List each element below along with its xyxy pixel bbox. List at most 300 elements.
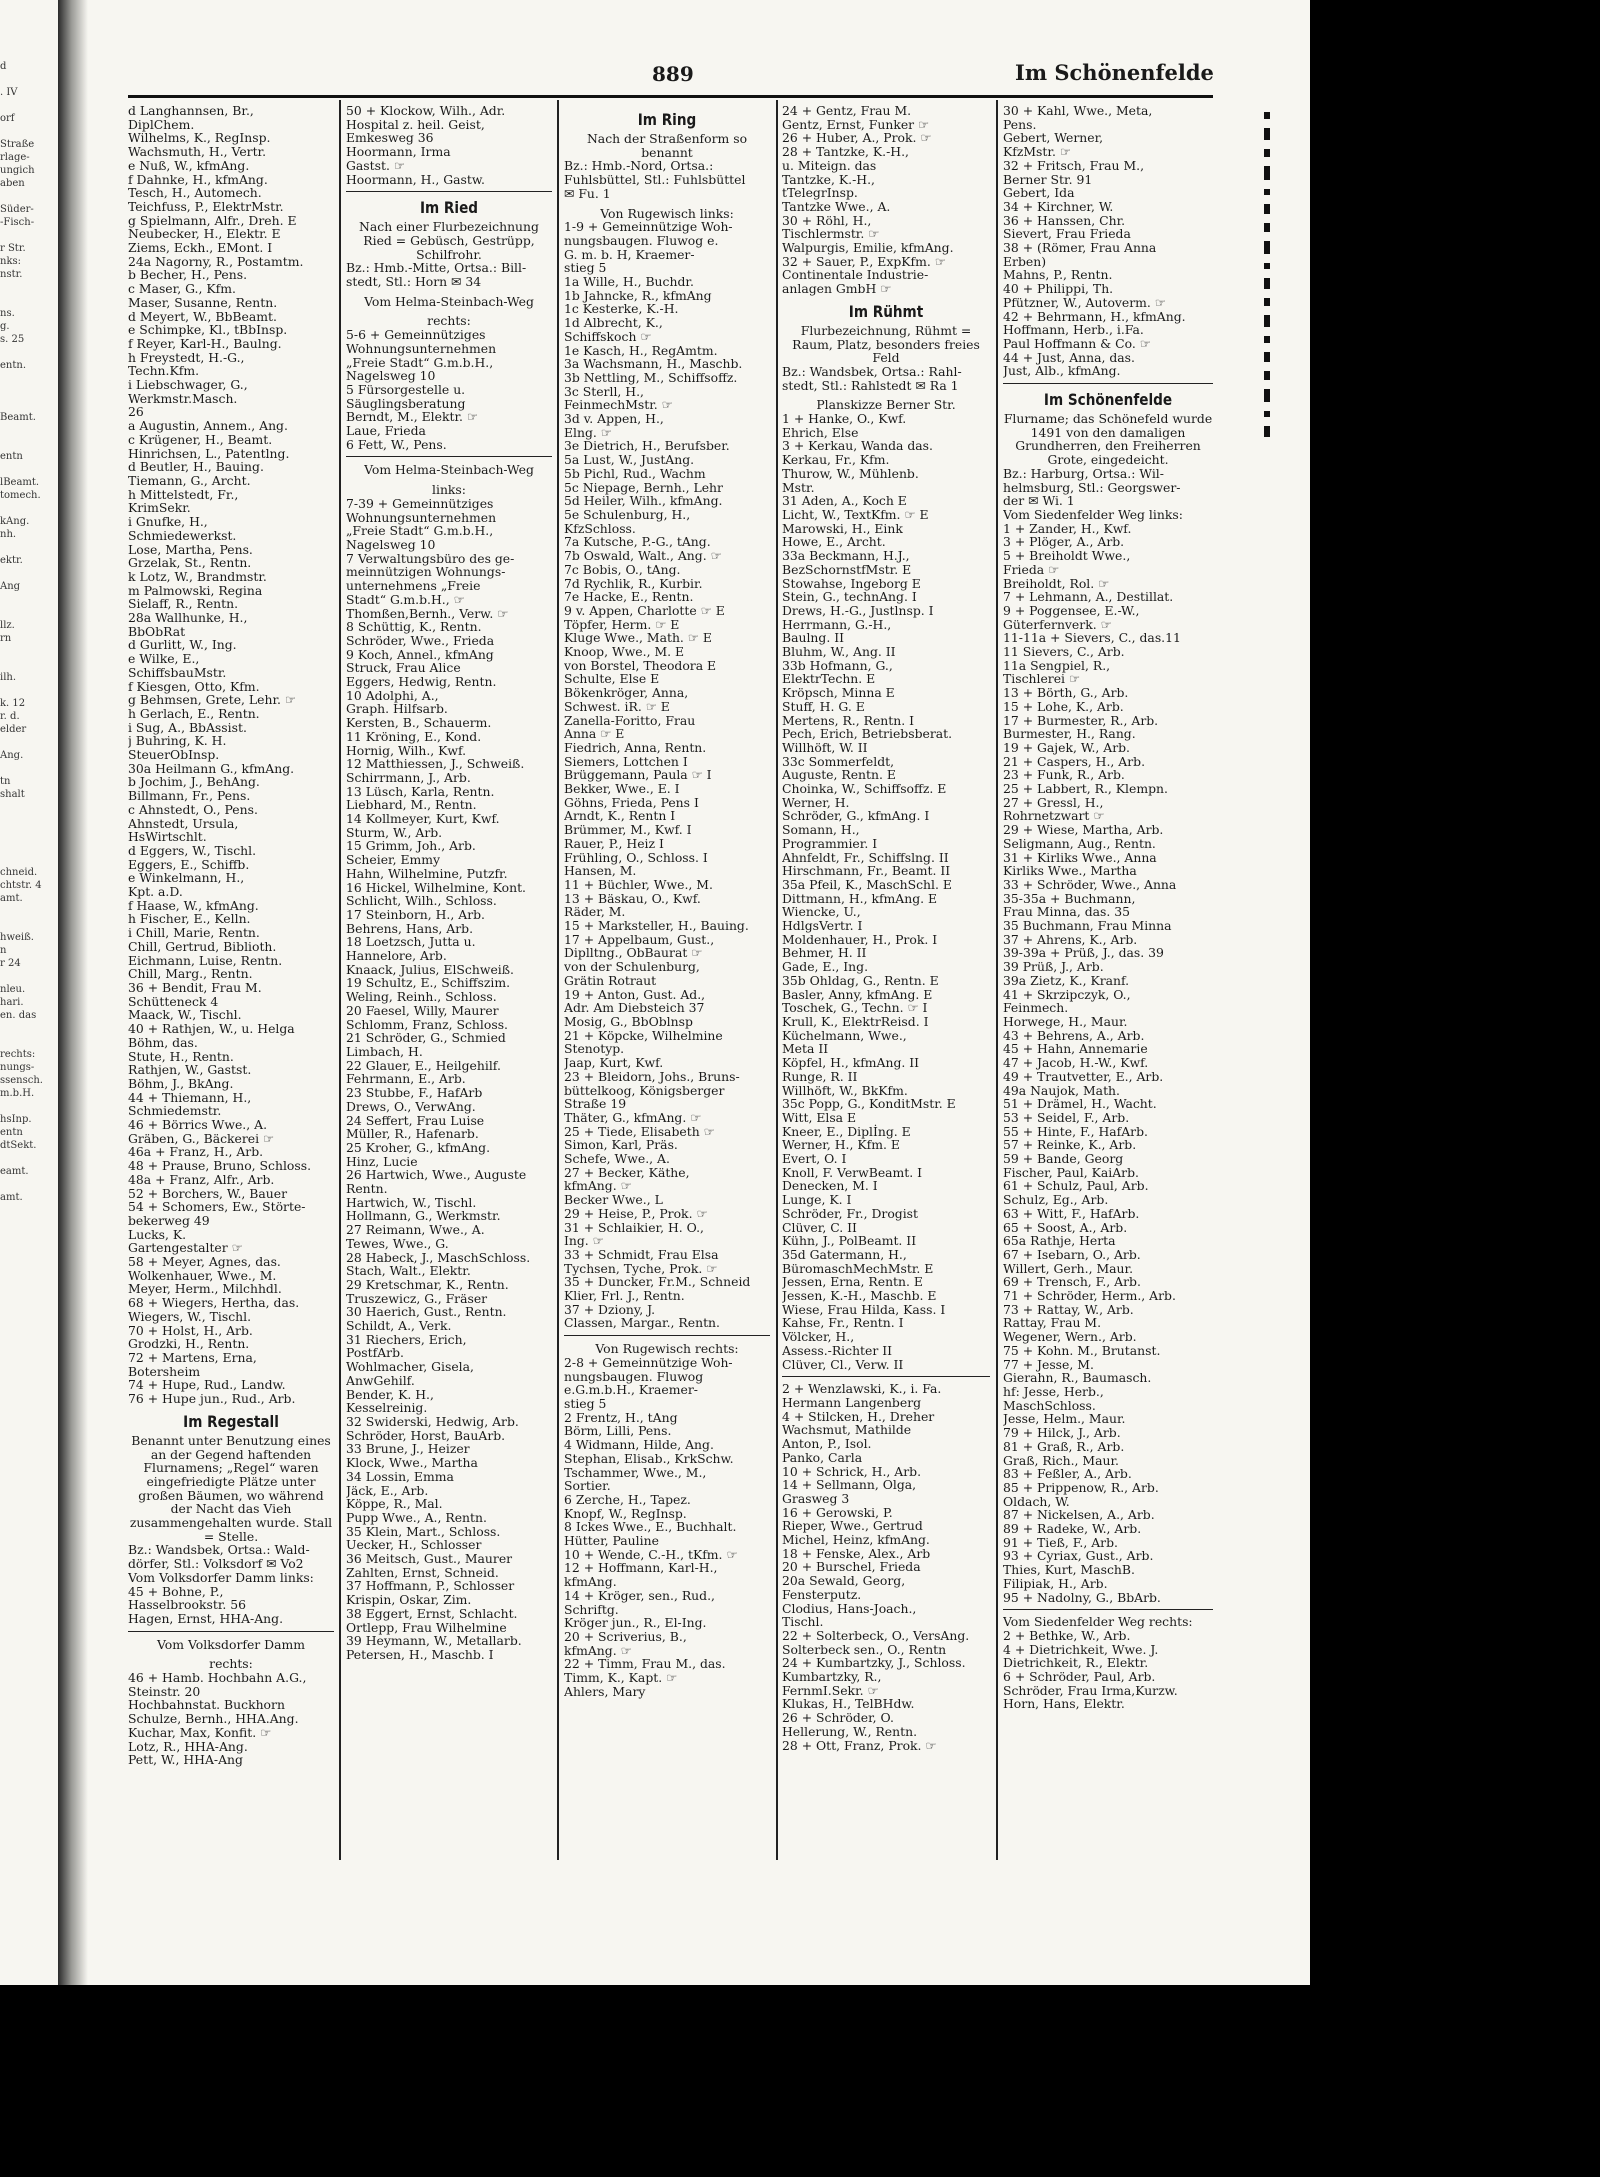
directory-entry: Kuchar, Max, Konfit. ☞ <box>128 1724 272 1740</box>
directory-entry: 29 + Wiese, Martha, Arb. <box>1003 822 1164 838</box>
directory-entry: Clüver, Cl., Verw. II <box>782 1356 904 1372</box>
directory-entry: 35 Buchmann, Frau Minna <box>1003 918 1172 934</box>
directory-entry: Hoormann, Irma <box>346 144 451 160</box>
directory-entry: Berndt, M., Elektr. ☞ <box>346 409 479 425</box>
directory-entry: Meta II <box>782 1041 829 1057</box>
directory-entry: Wohnungsunternehmen <box>346 340 497 356</box>
previous-page-text: ungich <box>0 165 35 176</box>
street-description: Nach der Straßenform so benannt <box>586 131 748 160</box>
directory-entry: 55 + Hinte, F., HafArb. <box>1003 1123 1148 1139</box>
directory-entry: Gartengestalter ☞ <box>128 1240 243 1256</box>
column-3 <box>564 104 770 1859</box>
directory-entry: Böhm, das. <box>128 1034 198 1050</box>
street-description: Nach einer Flurbezeichnung Ried = Gebüsch, Gestrüpp, Schilfrohr. <box>359 219 539 262</box>
directory-entry: 48 + Prause, Bruno, Schloss. <box>128 1158 312 1174</box>
directory-entry: 1 + Zander, H., Kwf. <box>1003 520 1132 536</box>
directory-entry: Wiencke, U., <box>782 904 861 920</box>
directory-entry: Schröder, Fr., Drogist <box>782 1205 919 1221</box>
directory-entry: Göhns, Frieda, Pens I <box>564 794 699 810</box>
directory-entry: Lotz, R., HHA-Ang. <box>128 1738 248 1754</box>
directory-entry: g Spielmann, Alfr., Dreh. E <box>128 212 297 228</box>
directory-entry: 70 + Holst, H., Arb. <box>128 1322 253 1338</box>
directory-entry: 11 Kröning, E., Kond. <box>346 728 482 744</box>
directory-entry: 35a Pfeil, K., MaschSchl. E <box>782 876 952 892</box>
directory-entry: 10 + Wende, C.-H., tKfm. ☞ <box>564 1546 738 1562</box>
street-heading: Im Ring <box>637 110 697 129</box>
directory-entry: 6 Fett, W., Pens. <box>346 436 447 452</box>
previous-page-text: r 24 <box>0 958 21 969</box>
directory-entry: 30 Haerich, Gust., Rentn. <box>346 1304 507 1320</box>
directory-entry: büttelkoog, Königsberger <box>564 1082 725 1098</box>
directory-entry: Michel, Heinz, kfmAng. <box>782 1532 930 1548</box>
street-heading: Im Schönenfelde <box>1043 390 1173 410</box>
directory-entry: Willert, Gerh., Maur. <box>1003 1260 1134 1276</box>
directory-entry: 36 Meitsch, Gust., Maurer <box>346 1551 513 1567</box>
directory-entry: Grasweg 3 <box>782 1490 850 1506</box>
directory-entry: 22 + Solterbeck, O., VersAng. <box>782 1627 970 1643</box>
directory-entry: 22 + Timm, Frau M., das. <box>564 1656 726 1672</box>
previous-page-fragment <box>0 60 62 1960</box>
directory-entry: 7-39 + Gemeinnütziges <box>346 495 494 511</box>
directory-entry: 9 Koch, Annel., kfmAng <box>346 646 494 662</box>
previous-page-text: rechts: <box>0 1049 36 1060</box>
directory-entry: 1e Kasch, H., RegAmtm. <box>564 342 718 358</box>
directory-entry: Bz.: Harburg, Ortsa.: Wil- <box>1003 465 1164 481</box>
directory-entry: 17 + Appelbaum, Gust., <box>564 931 715 947</box>
directory-entry: Gastst. ☞ <box>346 157 405 173</box>
directory-entry: Kahse, Fr., Rentn. I <box>782 1315 904 1331</box>
directory-entry: 27 + Becker, Käthe, <box>564 1164 690 1180</box>
directory-entry: Behmer, H. II <box>782 945 867 961</box>
directory-entry: Ahnstedt, Ursula, <box>128 815 239 831</box>
directory-entry: von Borstel, Theodora E <box>564 657 717 673</box>
directory-entry: 45 + Bohne, P., <box>128 1583 224 1599</box>
directory-entry: ✉ Fu. 1 <box>564 185 611 201</box>
directory-entry: Diplltng., ObBaurat ☞ <box>564 945 703 961</box>
directory-entry: 87 + Nickelsen, A., Arb. <box>1003 1507 1155 1523</box>
directory-entry: Schulte, Else E <box>564 671 660 687</box>
directory-entry: f Kiesgen, Otto, Kfm. <box>128 678 260 694</box>
directory-entry: Maack, W., Tischl. <box>128 1007 242 1023</box>
directory-entry: Stute, H., Rentn. <box>128 1048 234 1064</box>
directory-entry: Auguste, Rentn. E <box>782 767 896 783</box>
directory-entry: 20a Sewald, Georg, <box>782 1573 906 1589</box>
directory-entry: 1d Albrecht, K., <box>564 315 663 331</box>
directory-entry: 81 + Graß, R., Arb. <box>1003 1438 1125 1454</box>
directory-entry: 1b Jahncke, R., kfmAng <box>564 287 712 303</box>
directory-entry: Bz.: Wandsbek, Ortsa.: Wald- <box>128 1542 310 1558</box>
directory-entry: Hagen, Ernst, HHA-Ang. <box>128 1610 284 1626</box>
directory-entry: j Buhring, K. H. <box>128 733 227 749</box>
column-separator <box>776 100 778 1860</box>
directory-entry: Programmier. I <box>782 835 878 851</box>
directory-entry: i Gnufke, H., <box>128 514 208 530</box>
section-rule <box>782 1376 990 1377</box>
directory-entry: Schirrmann, J., Arb. <box>346 769 471 785</box>
directory-entry: Hansen, M. <box>564 863 637 879</box>
directory-entry: Pupp Wwe., A., Rentn. <box>346 1509 487 1525</box>
directory-entry: 14 Kollmeyer, Kurt, Kwf. <box>346 811 500 827</box>
previous-page-text <box>0 1152 62 1165</box>
previous-page-text: entn. <box>0 360 26 371</box>
directory-entry: Stowahse, Ingeborg E <box>782 575 921 591</box>
directory-entry: Marowski, H., Eink <box>782 520 903 536</box>
directory-entry: 28 + Tantzke, K.-H., <box>782 144 909 160</box>
directory-entry: Kröger jun., R., El-Ing. <box>564 1615 707 1631</box>
directory-entry: 30 + Kahl, Wwe., Meta, <box>1003 104 1153 118</box>
directory-entry: Mahns, P., Rentn. <box>1003 267 1113 283</box>
previous-page-text: llz. <box>0 620 15 631</box>
previous-page-text <box>0 424 62 437</box>
running-head: Im Schönenfelde <box>1015 60 1214 85</box>
directory-entry: Schiffskoch ☞ <box>564 328 652 344</box>
previous-page-text: r. d. <box>0 711 20 722</box>
directory-entry: Frau Minna, das. 35 <box>1003 904 1131 920</box>
directory-entry: Stadt“ G.m.b.H., ☞ <box>346 591 465 607</box>
directory-entry: Ahlers, Mary <box>564 1683 646 1699</box>
previous-page-text <box>0 918 62 931</box>
directory-entry: Burmester, H., Rang. <box>1003 726 1136 742</box>
directory-entry: 3 + Plöger, A., Arb. <box>1003 534 1125 550</box>
directory-entry: 35c Popp, G., KonditMstr. E <box>782 1096 956 1112</box>
previous-page-text: ssensch. <box>0 1075 43 1086</box>
directory-entry: 6 Zerche, H., Tapez. <box>564 1491 691 1507</box>
directory-entry: Becker Wwe., L <box>564 1192 663 1208</box>
directory-entry: e Nuß, W., kfmAng. <box>128 157 250 173</box>
previous-page-text: ektr. <box>0 555 23 566</box>
directory-entry: Ziems, Eckh., EMont. I <box>128 240 273 256</box>
directory-entry: Schildt, A., Verk. <box>346 1318 452 1334</box>
directory-entry: Müller, R., Hafenarb. <box>346 1126 479 1142</box>
section-rule <box>346 456 552 457</box>
previous-page-text <box>0 606 62 619</box>
directory-entry: 52 + Borchers, W., Bauer <box>128 1185 288 1201</box>
directory-entry: d Eggers, W., Tischl. <box>128 842 257 858</box>
directory-entry: 8 Schüttig, K., Rentn. <box>346 619 482 635</box>
directory-entry: 42 + Behrmann, H., kfmAng. <box>1003 308 1186 324</box>
directory-entry: Fiedrich, Anna, Rentn. <box>564 739 707 755</box>
directory-entry: Lucks, K. <box>128 1226 187 1242</box>
directory-entry: 5e Schulenburg, H., <box>564 506 691 522</box>
directory-entry: Klier, Frl. J., Rentn. <box>564 1288 685 1304</box>
previous-page-text: eamt. <box>0 1166 29 1177</box>
directory-entry: c Ahnstedt, O., Pens. <box>128 801 258 817</box>
directory-entry: Chill, Marg., Rentn. <box>128 966 253 982</box>
directory-entry: Vom Volksdorfer Damm links: <box>128 1569 314 1585</box>
directory-entry: Evert, O. I <box>782 1151 847 1167</box>
previous-page-text: chneid. <box>0 867 38 878</box>
directory-entry: stieg 5 <box>564 1395 607 1411</box>
previous-page-text <box>0 593 62 606</box>
directory-entry: d Meyert, W., BbBeamt. <box>128 308 277 324</box>
directory-entry: Kühn, J., PolBeamt. II <box>782 1233 917 1249</box>
directory-entry: 79 + Hilck, J., Arb. <box>1003 1425 1121 1441</box>
directory-entry: 34 + Kirchner, W. <box>1003 198 1114 214</box>
directory-entry: Hellerung, W., Rentn. <box>782 1723 918 1739</box>
directory-entry: KrimSekr. <box>128 500 191 516</box>
directory-entry: Güterfernverk. ☞ <box>1003 616 1112 632</box>
directory-entry: Schulze, Bernh., HHA.Ang. <box>128 1711 299 1727</box>
directory-entry: 27 Reimann, Wwe., A. <box>346 1222 485 1238</box>
directory-entry: 28a Wallhunke, H., <box>128 610 248 626</box>
directory-entry: Stach, Walt., Elektr. <box>346 1263 471 1279</box>
column-separator <box>996 100 998 1860</box>
directory-entry: 47 + Jacob, H.-W., Kwf. <box>1003 1055 1149 1071</box>
directory-entry: Bekker, Wwe., E. I <box>564 781 680 797</box>
previous-page-text <box>0 1100 62 1113</box>
directory-entry: Hochbahnstat. Buckhorn <box>128 1697 285 1713</box>
directory-entry: 36 + Bendit, Frau M. <box>128 980 262 995</box>
directory-entry: Bz.: Hmb.-Nord, Ortsa.: <box>564 158 714 174</box>
directory-entry: 39a Zietz, K., Kranf. <box>1003 972 1130 988</box>
directory-entry: Limbach, H. <box>346 1044 423 1059</box>
directory-entry: Gebert, Werner, <box>1003 130 1104 146</box>
directory-entry: Hoffmann, Herb., i.Fa. <box>1003 322 1144 338</box>
directory-entry: Solterbeck sen., O., Rentn <box>782 1641 947 1657</box>
directory-entry: Bender, K. H., <box>346 1386 434 1402</box>
previous-page-text: entn <box>0 451 23 462</box>
directory-entry: Arndt, K., Rentn I <box>564 808 676 824</box>
directory-entry: 49a Naujok, Math. <box>1003 1082 1120 1098</box>
directory-entry: Petersen, H., Maschb. I <box>346 1646 494 1662</box>
previous-page-text: . IV <box>0 87 18 98</box>
directory-entry: Anna ☞ E <box>564 726 625 742</box>
directory-entry: Drews, H.-G., Justlnsp. I <box>782 602 934 618</box>
directory-entry: Adr. Am Diebsteich 37 <box>564 1000 705 1016</box>
directory-entry: 26 <box>128 404 144 420</box>
directory-entry: 2-8 + Gemeinnützige Woh- <box>564 1354 733 1370</box>
directory-entry: Scheier, Emmy <box>346 852 441 868</box>
directory-entry: Werner, H., Kfm. E <box>782 1137 900 1153</box>
directory-entry: stedt, Stl.: Rahlstedt ✉ Ra 1 <box>782 377 959 393</box>
directory-entry: Schefe, Wwe., A. <box>564 1151 670 1167</box>
previous-page-text: orf <box>0 113 15 124</box>
directory-entry: Filipiak, H., Arb. <box>1003 1575 1108 1591</box>
directory-entry: Clodius, Hans-Joach., <box>782 1600 917 1616</box>
directory-entry: i Chill, Marie, Rentn. <box>128 925 260 941</box>
previous-page-text <box>0 229 62 242</box>
directory-entry: dörfer, Stl.: Volksdorf ✉ Vo2 <box>128 1556 304 1572</box>
directory-entry: Klock, Wwe., Martha <box>346 1455 478 1471</box>
directory-entry: e Schimpke, Kl., tBbInsp. <box>128 322 288 338</box>
directory-entry: 32 + Sauer, P., ExpKfm. ☞ <box>782 253 946 269</box>
directory-entry: Weling, Reinh., Schloss. <box>346 989 497 1005</box>
directory-entry: Ortlepp, Frau Wilhelmine <box>346 1619 507 1635</box>
directory-entry: 20 + Scriverius, B., <box>564 1628 687 1644</box>
directory-entry: 44 + Thiemann, H., <box>128 1089 252 1105</box>
directory-entry: Schlicht, Wilh., Schloss. <box>346 893 497 909</box>
directory-entry: 39 Heymann, W., Metallarb. <box>346 1633 522 1649</box>
directory-entry: Techn.Kfm. <box>128 363 200 379</box>
directory-entry: c Maser, G., Kfm. <box>128 281 236 297</box>
direction-heading: rechts: <box>209 1656 253 1672</box>
previous-page-text: lBeamt. <box>0 477 40 488</box>
directory-entry: Licht, W., TextKfm. ☞ E <box>782 506 929 522</box>
previous-page-text <box>0 1022 62 1035</box>
directory-entry: von der Schulenburg, <box>564 959 700 975</box>
directory-entry: Knoop, Wwe., M. E <box>564 644 685 660</box>
previous-page-text: en. das <box>0 1010 37 1021</box>
column-separator <box>339 100 341 1860</box>
directory-entry: f Reyer, Karl-H., Baulng. <box>128 335 282 351</box>
previous-page-text <box>0 1035 62 1048</box>
directory-entry: 32 + Fritsch, Frau M., <box>1003 157 1145 173</box>
directory-entry: Klukas, H., TelBHdw. <box>782 1696 915 1712</box>
directory-entry: Tewes, Wwe., G. <box>346 1235 449 1251</box>
directory-entry: 30 + Röhl, H., <box>782 212 872 228</box>
directory-entry: 11 + Büchler, Wwe., M. <box>564 876 713 892</box>
directory-entry: Tantzke, K.-H., <box>782 171 875 187</box>
previous-page-text <box>0 73 62 86</box>
street-description: Flurname; das Schönefeld wurde 1491 von den damaligen Grundherren, den Freiherren Grote, eingedeicht. <box>1003 411 1213 468</box>
directory-entry: Uecker, H., Schlosser <box>346 1537 482 1553</box>
previous-page-text: rn <box>0 633 12 644</box>
directory-entry: Mstr. <box>782 479 815 495</box>
directory-entry: Kumbartzky, R., <box>782 1669 882 1685</box>
directory-entry: 13 + Börth, G., Arb. <box>1003 685 1129 701</box>
column-1 <box>128 104 334 1859</box>
directory-entry: Somann, H., <box>782 822 860 838</box>
directory-entry: 27 + Gressl, H., <box>1003 794 1104 810</box>
directory-entry: 7d Rychlik, R., Kurbir. <box>564 575 703 591</box>
directory-entry: 93 + Cyriax, Gust., Arb. <box>1003 1548 1154 1564</box>
directory-entry: Böhm, J., BkAng. <box>128 1075 234 1091</box>
previous-page-text <box>0 372 62 385</box>
previous-page-text <box>0 853 62 866</box>
previous-page-text: d <box>0 61 7 72</box>
directory-entry: 26 + Schröder, O. <box>782 1710 894 1726</box>
directory-entry: Gierahn, R., Baumasch. <box>1003 1370 1152 1386</box>
directory-entry: BüromaschMechMstr. E <box>782 1260 934 1276</box>
directory-entry: 13 + Bäskau, O., Kwf. <box>564 890 701 906</box>
previous-page-text <box>0 437 62 450</box>
directory-entry: 61 + Schulz, Paul, Arb. <box>1003 1178 1149 1194</box>
directory-entry: Schriftg. <box>564 1601 619 1617</box>
directory-entry: 91 + Tieß, F., Arb. <box>1003 1534 1118 1550</box>
directory-entry: Graph. Hilfsarb. <box>346 701 448 717</box>
directory-entry: 24 + Kumbartzky, J., Schloss. <box>782 1655 966 1671</box>
direction-heading: Planskizze Berner Str. <box>816 397 956 413</box>
directory-entry: 16 Hickel, Wilhelmine, Kont. <box>346 879 526 895</box>
directory-entry: Jesse, Helm., Maur. <box>1003 1411 1126 1427</box>
previous-page-text: tomech. <box>0 490 41 501</box>
directory-entry: nungsbaugen. Fluwog e. <box>564 232 719 248</box>
previous-page-text <box>0 567 62 580</box>
direction-heading: Von Rugewisch links: <box>600 205 734 221</box>
directory-entry: 72 + Martens, Erna, <box>128 1349 257 1365</box>
directory-entry: Tischlerei ☞ <box>1003 671 1081 687</box>
directory-entry: 17 + Burmester, R., Arb. <box>1003 712 1159 728</box>
previous-page-text <box>0 684 62 697</box>
previous-page-text <box>0 762 62 775</box>
previous-page-text: hsInp. <box>0 1114 32 1125</box>
previous-page-text <box>0 658 62 671</box>
directory-entry: 76 + Hupe jun., Rud., Arb. <box>128 1391 296 1407</box>
directory-entry: 44 + Just, Anna, das. <box>1003 349 1135 365</box>
directory-entry: Graß, Rich., Maur. <box>1003 1452 1119 1468</box>
directory-entry: Hirschmann, Fr., Beamt. II <box>782 863 951 879</box>
directory-entry: Howe, E., Archt. <box>782 534 886 550</box>
directory-entry: 24 Seffert, Frau Luise <box>346 1112 485 1128</box>
directory-entry: e.G.m.b.H., Kraemer- <box>564 1382 698 1398</box>
previous-page-text: k. 12 <box>0 698 26 709</box>
directory-entry: Toschek, G., Techn. ☞ I <box>782 1000 928 1016</box>
directory-entry: Feinmech. <box>1003 1000 1069 1016</box>
directory-entry: 4 + Dietrichkeit, Wwe. J. <box>1003 1641 1159 1657</box>
directory-entry: Elng. ☞ <box>564 424 612 440</box>
directory-entry: Dietrichkeit, R., Elektr. <box>1003 1655 1149 1671</box>
directory-entry: 32 Swiderski, Hedwig, Arb. <box>346 1413 519 1429</box>
directory-entry: 14 + Kröger, sen., Rud., <box>564 1587 715 1603</box>
directory-entry: Horn, Hans, Elektr. <box>1003 1696 1125 1712</box>
header-rule <box>128 95 1213 98</box>
directory-entry: b Becher, H., Pens. <box>128 267 248 283</box>
previous-page-text <box>0 905 62 918</box>
directory-entry: 11-11a + Sievers, C., das.11 <box>1003 630 1181 646</box>
directory-entry: Lose, Martha, Pens. <box>128 541 253 557</box>
column-5 <box>1003 104 1213 1859</box>
directory-entry: e Winkelmann, H., <box>128 870 245 886</box>
previous-page-text <box>0 801 62 814</box>
directory-entry: Jessen, Erna, Rentn. E <box>782 1274 923 1290</box>
directory-entry: 85 + Prippenow, R., Arb. <box>1003 1479 1159 1495</box>
directory-entry: anlagen GmbH ☞ <box>782 281 892 297</box>
directory-entry: Pech, Erich, Betriebsberat. <box>782 726 953 742</box>
directory-entry: 9 + Poggensee, E.-W., <box>1003 602 1140 618</box>
directory-entry: Nagelsweg 10 <box>346 368 436 384</box>
directory-entry: Sielaff, R., Rentn. <box>128 596 239 612</box>
directory-entry: Schröder, Wwe., Frieda <box>346 632 495 648</box>
directory-entry: Hoormann, H., Gastw. <box>346 171 485 187</box>
directory-entry: Zahlten, Ernst, Schneid. <box>346 1564 499 1580</box>
directory-entry: 65 + Soost, A., Arb. <box>1003 1219 1128 1235</box>
directory-entry: f Haase, W., kfmAng. <box>128 897 259 913</box>
directory-entry: 63 + Witt, F., HafArb. <box>1003 1205 1140 1221</box>
directory-entry: Schröder, Horst, BauArb. <box>346 1427 506 1443</box>
directory-entry: Thomßen,Bernh., Verw. ☞ <box>346 605 509 621</box>
directory-entry: 3a Wachsmann, H., Maschb. <box>564 356 743 372</box>
directory-entry: 51 + Drämel, H., Wacht. <box>1003 1096 1157 1112</box>
directory-entry: i Liebschwager, G., <box>128 377 248 393</box>
directory-entry: Werner, H. <box>782 794 850 810</box>
directory-entry: nungsbaugen. Fluwog <box>564 1368 704 1384</box>
directory-entry: stedt, Stl.: Horn ✉ 34 <box>346 274 482 290</box>
previous-page-text <box>0 645 62 658</box>
directory-entry: 35 Klein, Mart., Schloss. <box>346 1523 501 1539</box>
directory-entry: 58 + Meyer, Agnes, das. <box>128 1254 281 1270</box>
directory-entry: h Mittelstedt, Fr., <box>128 486 239 502</box>
direction-heading: Vom Helma-Steinbach-Weg <box>364 293 534 309</box>
directory-entry: Bz.: Wandsbek, Ortsa.: Rahl- <box>782 363 962 379</box>
previous-page-text <box>0 736 62 749</box>
directory-entry: Stephan, Elisab., KrkSchw. <box>564 1450 734 1466</box>
directory-entry: Hasselbrookstr. 56 <box>128 1597 247 1613</box>
previous-page-text: hari. <box>0 997 24 1008</box>
directory-entry: Clüver, C. II <box>782 1219 857 1235</box>
directory-entry: FernmI.Sekr. ☞ <box>782 1682 879 1698</box>
directory-entry: 4 + Stilcken, H., Dreher <box>782 1408 935 1424</box>
directory-entry: Simon, Karl, Präs. <box>564 1137 678 1153</box>
directory-entry: Stenotyp. <box>564 1041 625 1057</box>
directory-entry: Fischer, Paul, KaiArb. <box>1003 1164 1139 1180</box>
directory-entry: 41 + Skrzipczyk, O., <box>1003 986 1131 1002</box>
directory-entry: 7b Oswald, Walt., Ang. ☞ <box>564 548 722 564</box>
directory-entry: Gade, E., Ing. <box>782 959 869 975</box>
column-2 <box>346 104 552 1859</box>
directory-entry: c Krügener, H., Beamt. <box>128 431 273 447</box>
directory-entry: 69 + Trensch, F., Arb. <box>1003 1274 1141 1290</box>
directory-entry: 3b Nettling, M., Schiffsoffz. <box>564 369 738 385</box>
